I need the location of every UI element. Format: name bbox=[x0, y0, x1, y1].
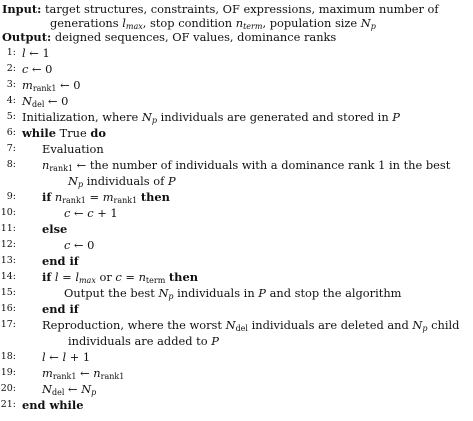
output-label: Output: bbox=[2, 30, 52, 44]
line-number: 15: bbox=[0, 287, 16, 298]
line-number: 9: bbox=[6, 191, 16, 202]
line-number: 16: bbox=[0, 303, 16, 314]
evaluation-text: Evaluation bbox=[42, 142, 104, 156]
line-number: 4: bbox=[6, 95, 16, 106]
line-number: 21: bbox=[0, 399, 16, 410]
input-line-2: generations $l_{max}$, stop condition $n_{term}$, population size $N_p$ bbox=[50, 16, 376, 31]
line-number: 17: bbox=[0, 319, 16, 330]
line-number: 14: bbox=[0, 271, 16, 282]
line-number: 8: bbox=[6, 159, 16, 170]
algorithm-block: Input: target structures, constraints, OF expressions, maximum number of generations $l_{max}$, stop condition $n_{term}$, population size $N_p$ Output: deigned sequences, OF values, dominance ranks 1: l ← 1 2: c ← 0 3: $m_{rank1}$ ← 0 4: $N_{del}$ ← 0 5: Initialization, where $N_p$ individuals are generated and stored in P 6: while True do 7: Evaluation 8: $n_{rank1}$ ← the number of individuals with a dominance rank 1 in the best $N_p$ individuals of P 9: if $n_{rank1} = m_{rank1}$ then 10: c ← c + 1 11: else 12: c ← 0 13: end if 14: if $l = l_{max}$ or $c = n_{term}$ then 15: Output the best $N_p$ individuals in P and stop the algorithm 16: end if 17: Reproduction, where the worst $N_{del}$ individuals are deleted and $N_p$ child individuals are added to P 18: l ← l + 1 19: $m_{rank1}$ ← $n_{rank1}$ 20: $N_{del}$ ← $N_p$ 21: end while bbox=[0, 2, 460, 412]
line-number: 1: bbox=[6, 47, 16, 58]
line-number: 19: bbox=[0, 367, 16, 378]
line-number: 5: bbox=[6, 111, 16, 122]
line-number: 20: bbox=[0, 383, 16, 394]
end-if-keyword: end if bbox=[42, 302, 79, 316]
output-line bbox=[2, 30, 336, 44]
end-while-keyword: end while bbox=[22, 398, 84, 412]
line-number: 6: bbox=[6, 127, 16, 138]
line-number: 13: bbox=[0, 255, 16, 266]
input-text-1: target structures, constraints, OF expressions, maximum number of bbox=[44, 2, 439, 16]
end-if-keyword: end if bbox=[42, 254, 79, 268]
input-label: Input: bbox=[2, 2, 42, 16]
line-number: 7: bbox=[6, 143, 16, 154]
line-number: 10: bbox=[0, 207, 16, 218]
line-number: 18: bbox=[0, 351, 16, 362]
output-text: deigned sequences, OF values, dominance ranks bbox=[54, 30, 337, 44]
else-keyword: else bbox=[42, 222, 68, 236]
line-number: 11: bbox=[0, 223, 16, 234]
line-number: 2: bbox=[6, 63, 16, 74]
input-line-1 bbox=[2, 2, 439, 16]
line-number: 12: bbox=[0, 239, 16, 250]
line-number: 3: bbox=[6, 79, 16, 90]
